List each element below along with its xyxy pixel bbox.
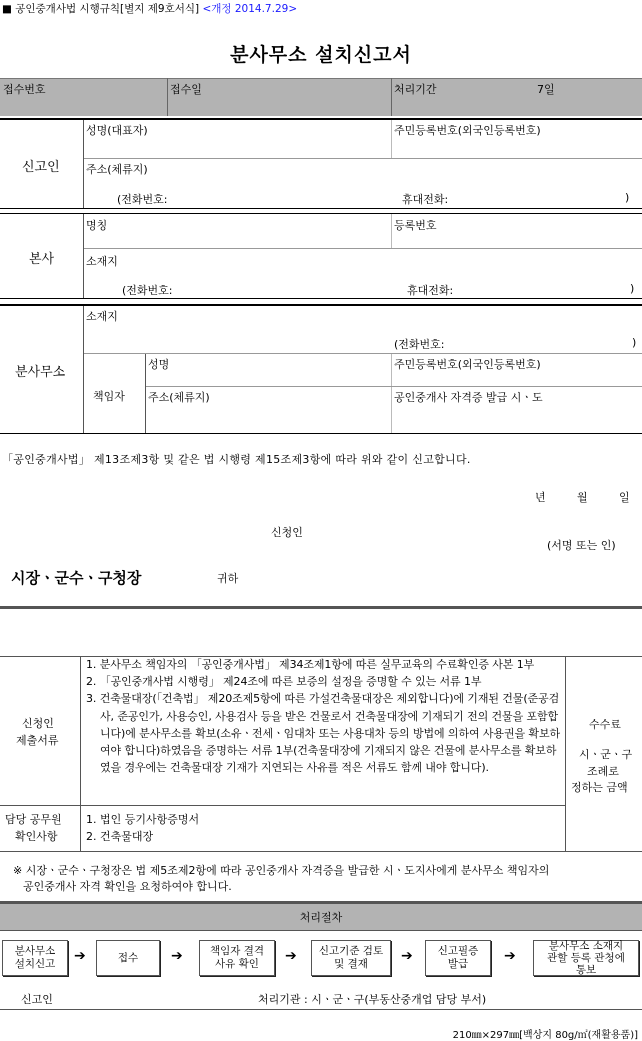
receipt-date-label: 접수일 [170,83,202,96]
receipt-no-label: 접수번호 [3,83,46,96]
submit-docs-label-1: 신청인 [22,717,54,730]
arrow-right-icon: ➔ [285,948,297,964]
actor-agency: 처리기관 : 시ㆍ군ㆍ구(부동산중개업 담당 부서) [258,993,487,1006]
declaration-text: 「공인중개사법」 제13조제3항 및 같은 법 시행령 제15조제3항에 따라 위와 같이 신고합니다. [2,453,471,466]
hq-phone-field[interactable]: (전화번호: [122,284,173,297]
reporter-close-paren: ) [625,191,630,204]
official-check-label-2: 확인사항 [15,830,58,843]
official-check-item: 1. 법인 등기사항증명서 [86,813,200,826]
date-month-label: 월 [577,491,588,504]
applicant-label: 신청인 [271,526,303,539]
arrow-right-icon: ➔ [74,948,86,964]
arrow-right-icon: ➔ [171,948,183,964]
fee-value-line1: 시ㆍ군ㆍ구 [579,748,633,761]
branch-section-label: 분사무소 [15,365,66,380]
paper-spec: 210㎜×297㎜[백상지 80g/㎡(재활용품)] [452,1030,638,1041]
submit-docs-list [86,656,564,776]
reporter-section-label: 신고인 [22,160,60,175]
fee-label: 수수료 [589,718,621,731]
manager-label: 책임자 [93,390,125,403]
branch-phone-field[interactable]: (전화번호: [394,338,445,351]
hq-name-field[interactable]: 명칭 [86,219,108,232]
step-notify-authority: 분사무소 소재지 관할 등록 관청에 통보 [533,940,639,976]
procedure-title: 처리절차 [299,911,343,924]
addressee: 시장ㆍ군수ㆍ구청장 [11,569,142,587]
step-certificate-issue: 신고필증 발급 [425,940,491,976]
fee-value-line2: 조례로 [587,765,619,778]
revision-date: <개정 2014.7.29> [202,3,298,15]
page-title: 분사무소 설치신고서 [230,44,412,66]
hq-location-field[interactable]: 소재지 [86,255,118,268]
fee-value-line3: 정하는 금액 [571,781,628,794]
submit-doc-item: 1. 분사무소 책임자의 「공인중개사법」 제34조제1항에 따른 실무교육의 수료확인증 사본 1부 [86,658,535,671]
reporter-address-field[interactable]: 주소(체류지) [86,163,148,176]
hq-mobile-field[interactable]: 휴대전화: [407,284,454,297]
branch-location-field[interactable]: 소재지 [86,310,118,323]
notice-line-1: ※ 시장ㆍ군수ㆍ구청장은 법 제5조제2항에 따라 공인중개사 자격증을 발급한 시ㆍ도지사에게 분사무소 책임자의 [13,864,550,877]
actor-reporter: 신고인 [21,993,53,1006]
reporter-name-field[interactable]: 성명(대표자) [86,124,148,137]
submit-doc-item: 3. 건축물대장(「건축법」 제20조제5항에 따른 가설건축물대장은 제외합니다)에 기재된 건물(준공검사, 준공인가, 사용승인, 사용검사 등을 받은 건물로서 건축물대장에 기재되기 전의 건물을 포함합니다)에 분사무소를 확보(소유ㆍ전세ㆍ임대차 또는 사용대차 등의 방법에 의하여 사용권을 확보하여야 합니다)하였음을 증명하는 서류 1부(건축물대장에 기재되지 않은 건물에 분사무소를 확보하였을 경우에는 건축물대장 기재가 지연되는 사유를 적은 서류도 함께 내야 합니다). [86,692,560,775]
processing-period-value: 7일 [537,83,555,96]
step-review-approval: 신고기준 검토 및 결재 [311,940,391,976]
date-year-label: 년 [535,491,546,504]
manager-address-field[interactable]: 주소(체류지) [148,391,210,404]
hq-section-label: 본사 [29,252,55,267]
reporter-id-field[interactable]: 주민등록번호(외국인등록번호) [394,124,541,137]
submit-doc-item: 2. 「공인중개사법 시행령」 제24조에 따른 보증의 설정을 증명할 수 있는 서류 1부 [86,675,482,689]
branch-close-paren: ) [632,336,637,349]
arrow-right-icon: ➔ [504,948,516,964]
form-reference [2,1,297,16]
submit-docs-label-2: 제출서류 [16,734,59,747]
step-report: 분사무소 설치신고 [2,940,68,976]
reporter-mobile-field[interactable]: 휴대전화: [402,193,449,206]
honorific: 귀하 [217,572,239,585]
hq-close-paren: ) [630,282,635,295]
official-check-item: 2. 건축물대장 [86,830,154,843]
manager-cert-field[interactable]: 공인중개사 자격증 발급 시ㆍ도 [394,391,543,404]
manager-id-field[interactable]: 주민등록번호(외국인등록번호) [394,358,541,371]
processing-period-label: 처리기간 [394,83,437,96]
date-day-label: 일 [619,491,630,504]
arrow-right-icon: ➔ [401,948,413,964]
step-receipt: 접수 [96,940,160,976]
notice-line-2: 공인중개사 자격 확인을 요청하여야 합니다. [23,880,232,893]
form-ref-text: ■ 공인중개사법 시행규칙[별지 제9호서식] [2,3,200,15]
hq-reg-no-field[interactable]: 등록번호 [394,219,437,232]
step-disqualification-check: 책임자 결격 사유 확인 [199,940,275,976]
manager-name-field[interactable]: 성명 [148,358,170,371]
sign-or-seal-label: (서명 또는 인) [547,539,616,552]
reporter-phone-field[interactable]: (전화번호: [117,193,168,206]
official-check-label-1: 담당 공무원 [5,813,62,826]
